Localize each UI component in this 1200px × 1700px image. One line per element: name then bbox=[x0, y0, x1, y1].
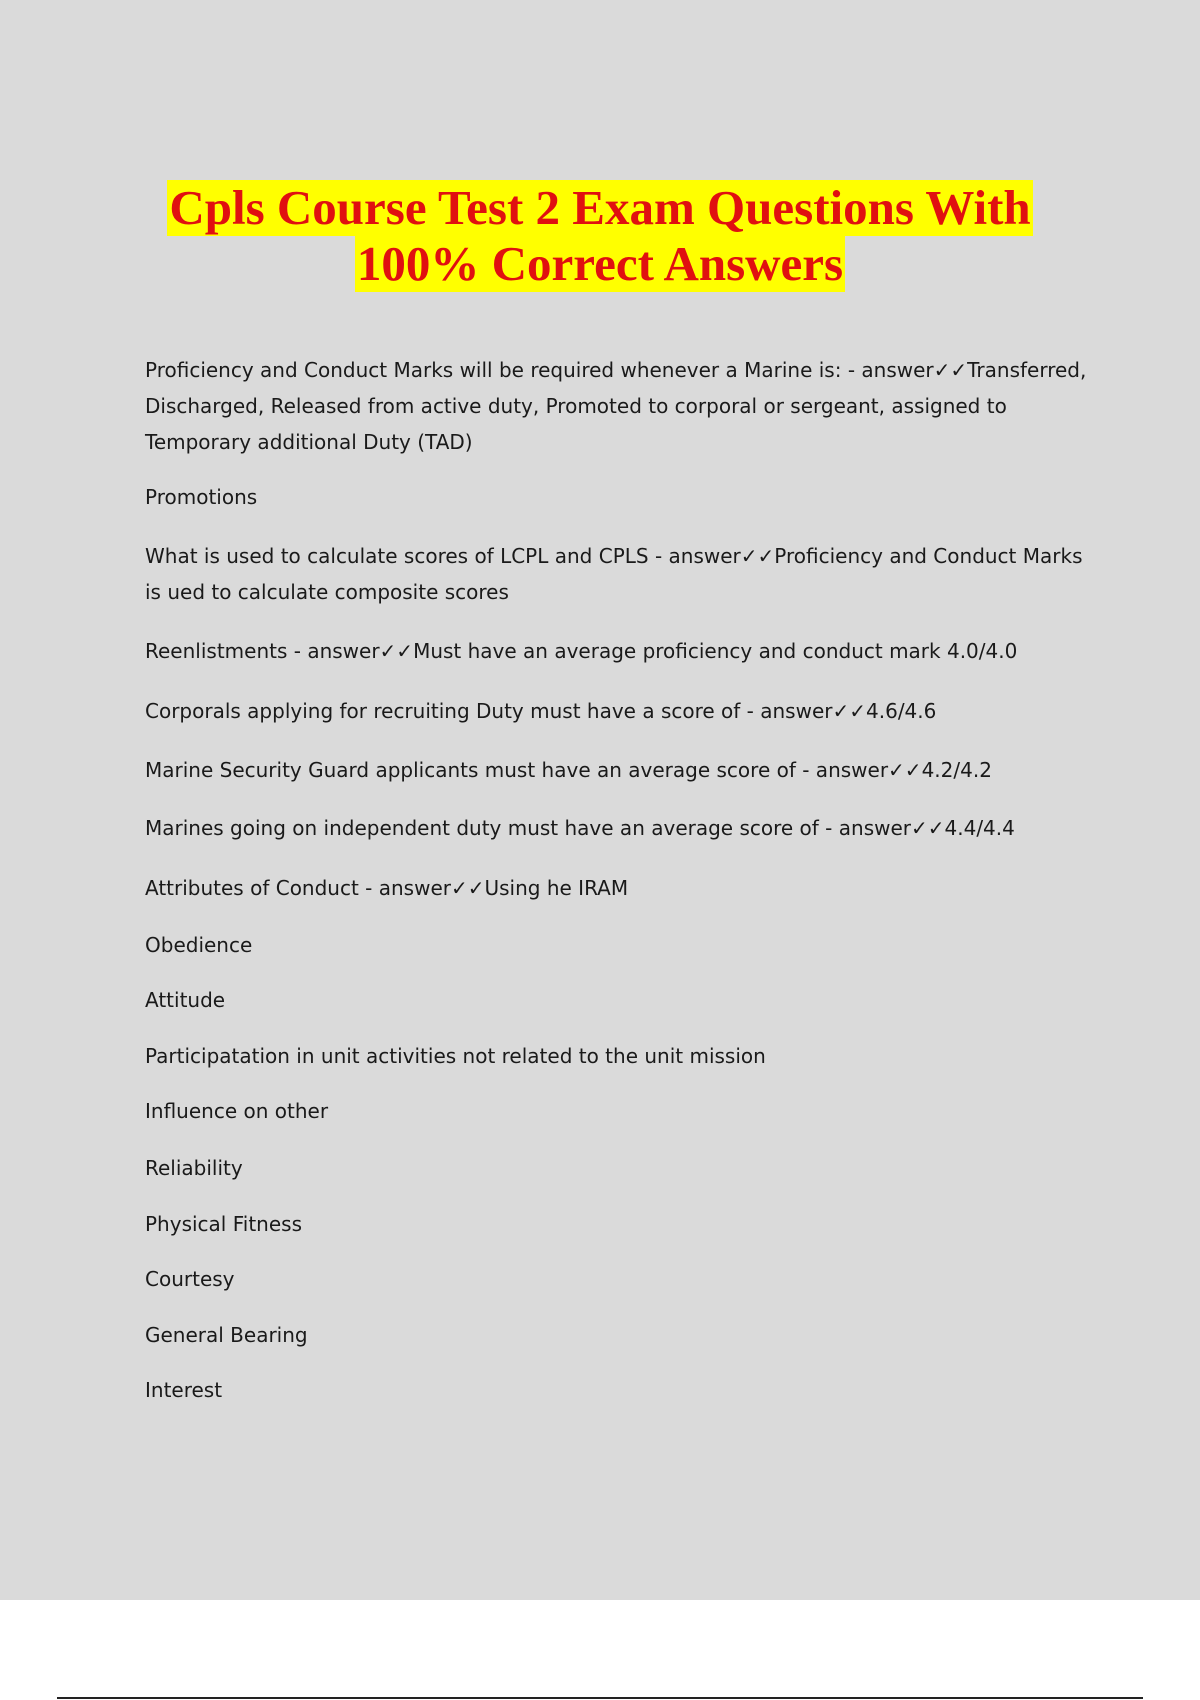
question-paragraph: What is used to calculate scores of LCPL and CPLS - answer✓✓Proficiency and Conduct Marks is ued to calculate composite scores bbox=[145, 544, 1083, 604]
list-item: Obedience bbox=[145, 933, 253, 957]
footer-divider bbox=[57, 1697, 1143, 1699]
list-item: Reliability bbox=[145, 1156, 243, 1180]
title-line-1: Cpls Course Test 2 Exam Questions With bbox=[169, 180, 1031, 235]
title-line-2: 100% Correct Answers bbox=[356, 236, 844, 291]
page-title bbox=[0, 180, 1200, 292]
list-item: General Bearing bbox=[145, 1323, 308, 1347]
list-item: Courtesy bbox=[145, 1267, 235, 1291]
question-paragraph: Attributes of Conduct - answer✓✓Using he IRAM bbox=[145, 876, 629, 900]
question-paragraph: Marines going on independent duty must have an average score of - answer✓✓4.4/4.4 bbox=[145, 816, 1015, 840]
list-item: Participatation in unit activities not related to the unit mission bbox=[145, 1044, 766, 1068]
question-paragraph: Proficiency and Conduct Marks will be required whenever a Marine is: - answer✓✓Transferred, Discharged, Released from active duty, Promoted to corporal or sergeant, assigned to Temporary additional Duty (TAD) bbox=[145, 358, 1087, 454]
list-item: Attitude bbox=[145, 988, 226, 1012]
question-paragraph: Reenlistments - answer✓✓Must have an average proficiency and conduct mark 4.0/4.0 bbox=[145, 639, 1018, 663]
list-item: Physical Fitness bbox=[145, 1212, 302, 1236]
list-item: Promotions bbox=[145, 485, 258, 509]
question-paragraph: Marine Security Guard applicants must have an average score of - answer✓✓4.2/4.2 bbox=[145, 758, 992, 782]
list-item: Interest bbox=[145, 1378, 223, 1402]
question-paragraph: Corporals applying for recruiting Duty must have a score of - answer✓✓4.6/4.6 bbox=[145, 699, 937, 723]
list-item: Influence on other bbox=[145, 1099, 329, 1123]
